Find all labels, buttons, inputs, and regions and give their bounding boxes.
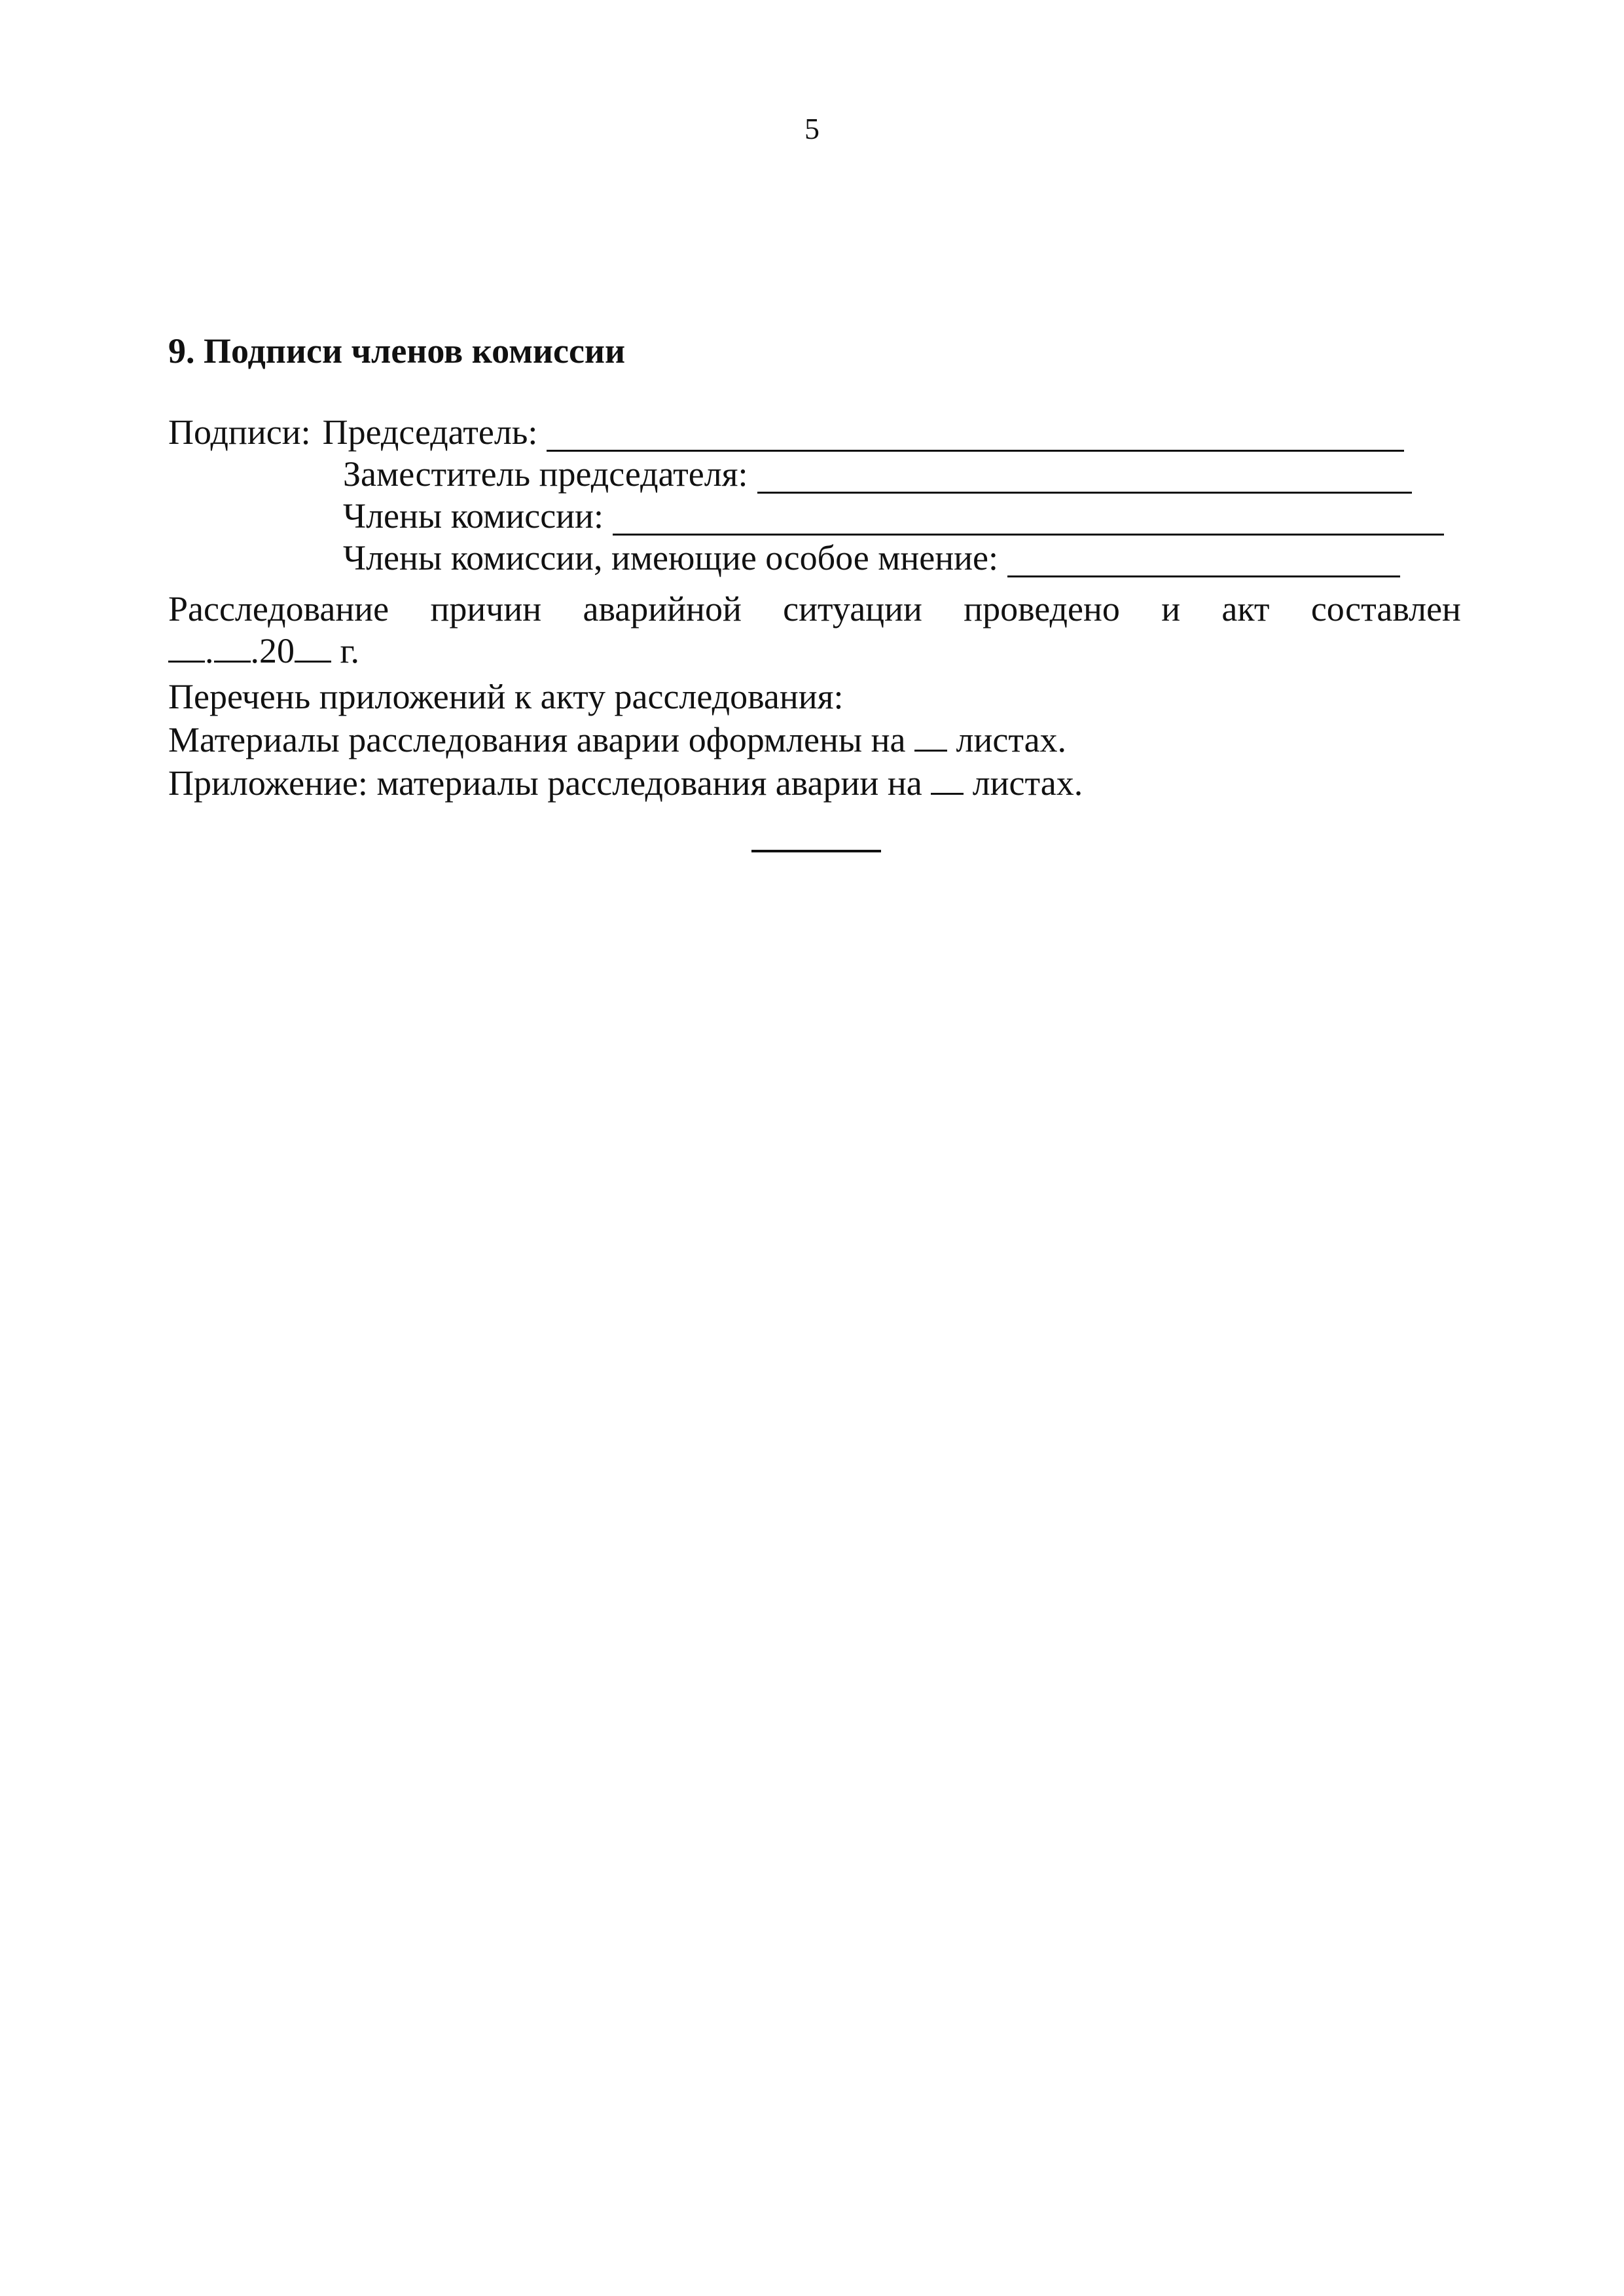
chairman-label: Председатель:: [322, 412, 538, 452]
members-label: Члены комиссии:: [343, 496, 604, 536]
word: акт: [1221, 589, 1270, 629]
appendix-sheet-count-blank[interactable]: [931, 767, 964, 795]
materials-suffix: листах.: [956, 720, 1067, 759]
date-month-blank[interactable]: [214, 634, 251, 663]
investigation-date: [168, 631, 359, 670]
word: аварийной: [583, 589, 742, 629]
appendix-prefix: Приложение: материалы расследования аварии на: [168, 763, 922, 803]
signatures-label: Подписи:: [168, 412, 311, 452]
dissenting-members-label: Члены комиссии, имеющие особое мнение:: [343, 538, 999, 577]
materials-prefix: Материалы расследования аварии оформлены на: [168, 720, 906, 759]
word: составлен: [1310, 589, 1461, 629]
date-day-blank[interactable]: [168, 634, 205, 663]
signature-row-deputy: [343, 454, 1412, 494]
section-title: 9. Подписи членов комиссии: [168, 331, 626, 371]
word: Расследование: [168, 589, 389, 629]
date-year-suffix: г.: [340, 631, 360, 670]
word: проведено: [964, 589, 1120, 629]
date-year-blank[interactable]: [295, 634, 331, 663]
end-of-document-rule: [751, 850, 881, 852]
chairman-signature-line[interactable]: [547, 424, 1404, 452]
date-century: .20: [250, 631, 295, 670]
appendix-line: [168, 763, 1083, 803]
materials-sheet-count-blank[interactable]: [914, 723, 947, 752]
word: ситуации: [783, 589, 922, 629]
word: и: [1161, 589, 1181, 629]
investigation-sentence: [168, 589, 1461, 629]
appendix-suffix: листах.: [972, 763, 1083, 803]
date-separator: .: [205, 631, 214, 670]
word: причин: [430, 589, 542, 629]
signature-row-members: [343, 496, 1444, 536]
deputy-chairman-label: Заместитель председателя:: [343, 454, 748, 494]
materials-sheets-line: [168, 720, 1066, 759]
attachments-list-heading: Перечень приложений к акту расследования:: [168, 677, 844, 716]
page-number: 5: [804, 112, 820, 145]
signature-row-dissenting: [343, 538, 1400, 577]
signature-row-chairman: [168, 412, 1404, 452]
dissenting-signature-line[interactable]: [1007, 549, 1400, 577]
members-signature-line[interactable]: [613, 507, 1444, 536]
deputy-signature-line[interactable]: [757, 465, 1412, 494]
